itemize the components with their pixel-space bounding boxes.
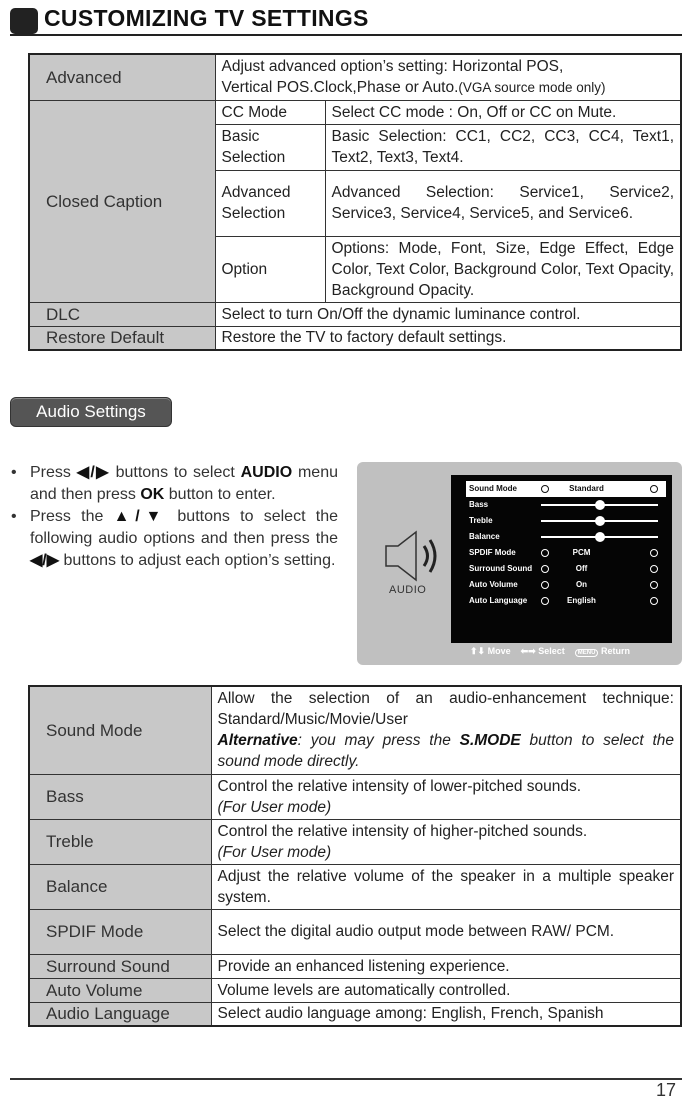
row-label: Bass [29, 774, 211, 819]
treble-slider[interactable] [541, 520, 658, 522]
right-arrow-icon[interactable] [650, 565, 658, 573]
table-row [29, 909, 681, 954]
table-row [29, 978, 681, 1002]
row-label: Surround Sound [29, 954, 211, 978]
table-row [29, 100, 681, 124]
balance-slider[interactable] [541, 536, 658, 538]
page-title: CUSTOMIZING TV SETTINGS [44, 5, 369, 31]
page-number: 17 [656, 1080, 677, 1100]
row-label: SPDIF Mode [29, 909, 211, 954]
row-label: Auto Volume [29, 978, 211, 1002]
row-label: Closed Caption [29, 100, 215, 302]
footer-divider [10, 1078, 682, 1080]
table-row [29, 686, 681, 774]
menu-nav-hints: ⬆⬇ Move ⬅➡ Select MENU Return [470, 646, 630, 656]
audio-menu [451, 475, 672, 643]
left-right-arrows-icon: ◀/▶ [30, 552, 60, 569]
slider-knob[interactable] [595, 516, 605, 526]
up-down-icon: ⬆⬇ [470, 646, 486, 656]
instruction-bullet: • Press ◀/▶ buttons to select AUDIO menu and then press OK button to enter. [11, 464, 338, 503]
up-down-arrows-icon: ▲/▼ [113, 508, 168, 525]
row-desc: Allow the selection of an audio-enhancement technique: Standard/Music/Movie/User Alternative: you may press the S.MODE button to select the sound mode directly. [211, 686, 681, 774]
row-desc: Options: Mode, Font, Size, Edge Effect, Edge Color, Text Color, Background Color, Text Opacity, Background Opacity. [325, 236, 681, 302]
menu-item-auto-volume[interactable]: Auto Volume On [451, 577, 672, 593]
menu-item-auto-language[interactable]: Auto Language English [451, 593, 672, 609]
row-desc: Adjust the relative volume of the speaker in a multiple speaker system. [211, 864, 681, 909]
sub-label: Option [215, 236, 325, 302]
row-desc: Basic Selection: CC1, CC2, CC3, CC4, Text1, Text2, Text3, Text4. [325, 124, 681, 170]
row-desc: Control the relative intensity of higher-pitched sounds. (For User mode) [211, 819, 681, 864]
instructions [8, 462, 338, 572]
sub-label: Basic Selection [215, 124, 325, 170]
right-arrow-icon[interactable] [650, 581, 658, 589]
slider-knob[interactable] [595, 532, 605, 542]
row-desc: Volume levels are automatically controlled. [211, 978, 681, 1002]
header-square-icon [10, 8, 38, 34]
table-row [29, 54, 681, 100]
left-right-arrows-icon: ◀/▶ [76, 464, 110, 481]
row-desc: Select the digital audio output mode between RAW/ PCM. [211, 909, 681, 954]
row-desc: Provide an enhanced listening experience. [211, 954, 681, 978]
menu-item-sound-mode[interactable]: Sound Mode Standard [466, 481, 666, 497]
row-label: Sound Mode [29, 686, 211, 774]
right-arrow-icon[interactable] [650, 549, 658, 557]
menu-item-bass[interactable]: Bass [451, 497, 672, 513]
speaker-icon [384, 530, 440, 582]
audio-settings-tab: Audio Settings [10, 397, 172, 427]
table-row [29, 326, 681, 350]
bass-slider[interactable] [541, 504, 658, 506]
left-right-icon: ⬅➡ [520, 646, 536, 656]
table-row [29, 302, 681, 326]
audio-settings-table [28, 685, 682, 1027]
sub-label: CC Mode [215, 100, 325, 124]
audio-icon-label: AUDIO [389, 584, 427, 596]
menu-item-treble[interactable]: Treble [451, 513, 672, 529]
settings-table [28, 53, 682, 351]
table-row [29, 954, 681, 978]
table-row [29, 864, 681, 909]
row-desc: Select audio language among: English, French, Spanish [211, 1002, 681, 1026]
sub-label: Advanced Selection [215, 170, 325, 236]
table-row [29, 1002, 681, 1026]
menu-key-icon: MENU [575, 649, 599, 657]
row-desc: Advanced Selection: Service1, Service2, Service3, Service4, Service5, and Service6. [325, 170, 681, 236]
row-label: DLC [29, 302, 215, 326]
row-label: Treble [29, 819, 211, 864]
row-desc: Select CC mode : On, Off or CC on Mute. [325, 100, 681, 124]
row-desc: Restore the TV to factory default settings. [215, 326, 681, 350]
menu-item-spdif-mode[interactable]: SPDIF Mode PCM [451, 545, 672, 561]
slider-knob[interactable] [595, 500, 605, 510]
row-label: Advanced [29, 54, 215, 100]
table-row [29, 819, 681, 864]
row-label: Audio Language [29, 1002, 211, 1026]
row-desc: Select to turn On/Off the dynamic luminance control. [215, 302, 681, 326]
instruction-bullet: • Press the ▲/▼ buttons to select the following audio options and then press the ◀/▶ buttons to adjust each option’s setting. [11, 508, 338, 569]
right-arrow-icon[interactable] [650, 597, 658, 605]
row-desc: Adjust advanced option’s setting: Horizontal POS, Vertical POS.Clock,Phase or Auto.(VGA source mode only) [215, 54, 681, 100]
menu-item-balance[interactable]: Balance [451, 529, 672, 545]
row-desc: Control the relative intensity of lower-pitched sounds. (For User mode) [211, 774, 681, 819]
row-label: Balance [29, 864, 211, 909]
table-row [29, 774, 681, 819]
header-divider [10, 34, 682, 36]
row-label: Restore Default [29, 326, 215, 350]
menu-item-surround-sound[interactable]: Surround Sound Off [451, 561, 672, 577]
right-arrow-icon[interactable] [650, 485, 658, 493]
